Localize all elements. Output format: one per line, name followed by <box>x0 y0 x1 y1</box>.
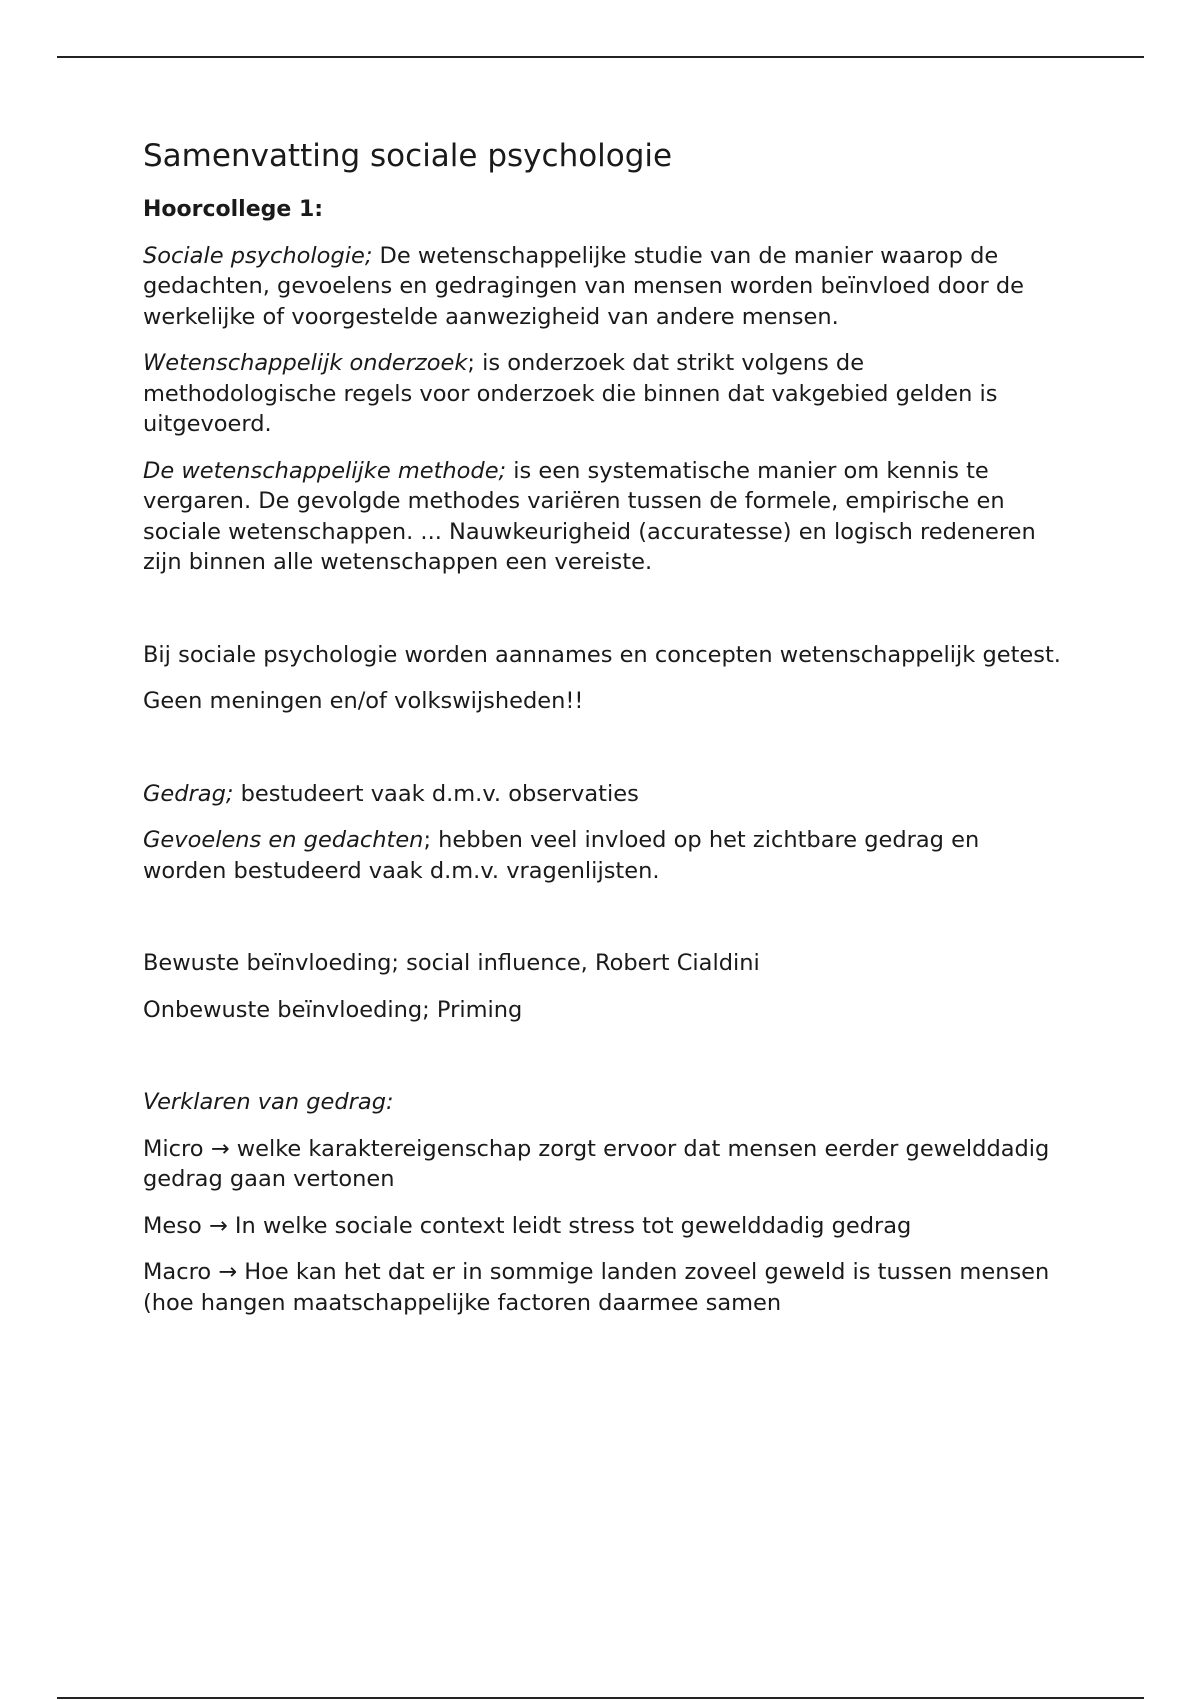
paragraph-conscious-influence: Bewuste beïnvloeding; social influence, Robert Cialdini <box>143 950 760 977</box>
spacer <box>143 594 1063 640</box>
top-rule <box>57 56 1144 58</box>
lecture-heading: Hoorcollege 1: <box>143 197 324 223</box>
term: Gevoelens en gedachten <box>143 827 424 854</box>
definition-text: bestudeert vaak d.m.v. observaties <box>233 780 639 807</box>
definition-feelings-thoughts <box>143 825 1063 886</box>
spacer <box>143 1041 1063 1087</box>
definition-text: ; hebben veel invloed op het zichtbare gedrag en worden bestudeerd vaak d.m.v. vragenlijsten. <box>143 827 980 884</box>
paragraph-no-opinions: Geen meningen en/of volkswijsheden!! <box>143 688 584 715</box>
definition-behavior <box>143 779 1063 810</box>
term: Gedrag; <box>143 780 234 807</box>
definition-text: is een systematische manier om kennis te vergaren. De gevolgde methodes variëren tussen de formele, empirische en sociale wetenschappen. ... Nauwkeurigheid (accuratesse) en logisch redeneren zijn binnen alle wetenschappen een vereiste. <box>143 457 1036 576</box>
subheading: Verklaren van gedrag: <box>143 1089 394 1116</box>
level-macro: Macro → Hoe kan het dat er in sommige landen zoveel geweld is tussen mensen (hoe hangen maatschappelijke factoren daarmee samen <box>143 1259 1050 1316</box>
paragraph-unconscious-influence: Onbewuste beïnvloeding; Priming <box>143 996 523 1023</box>
spacer <box>143 902 1063 948</box>
spacer <box>143 733 1063 779</box>
bottom-rule <box>57 1697 1144 1699</box>
document-page <box>143 138 1063 1334</box>
term: Sociale psychologie; <box>143 242 373 269</box>
level-meso: Meso → In welke sociale context leidt stress tot gewelddadig gedrag <box>143 1212 912 1239</box>
term: De wetenschappelijke methode; <box>143 457 507 484</box>
definition-social-psychology <box>143 241 1063 333</box>
definition-text: ; is onderzoek dat strikt volgens de methodologische regels voor onderzoek die binnen dat vakgebied gelden is uitgevoerd. <box>143 350 998 438</box>
term: Wetenschappelijk onderzoek <box>143 350 468 377</box>
definition-scientific-research <box>143 348 1063 440</box>
definition-scientific-method <box>143 456 1063 578</box>
definition-text: De wetenschappelijke studie van de manier waarop de gedachten, gevoelens en gedragingen van mensen worden beïnvloed door de werkelijke of voorgestelde aanwezigheid van andere mensen. <box>143 242 1025 330</box>
level-micro: Micro → welke karaktereigenschap zorgt ervoor dat mensen eerder gewelddadig gedrag gaan vertonen <box>143 1135 1050 1193</box>
explain-behavior-heading <box>143 1087 1063 1118</box>
document-title: Samenvatting sociale psychologie <box>143 138 673 174</box>
paragraph-tested: Bij sociale psychologie worden aannames en concepten wetenschappelijk getest. <box>143 641 1061 668</box>
